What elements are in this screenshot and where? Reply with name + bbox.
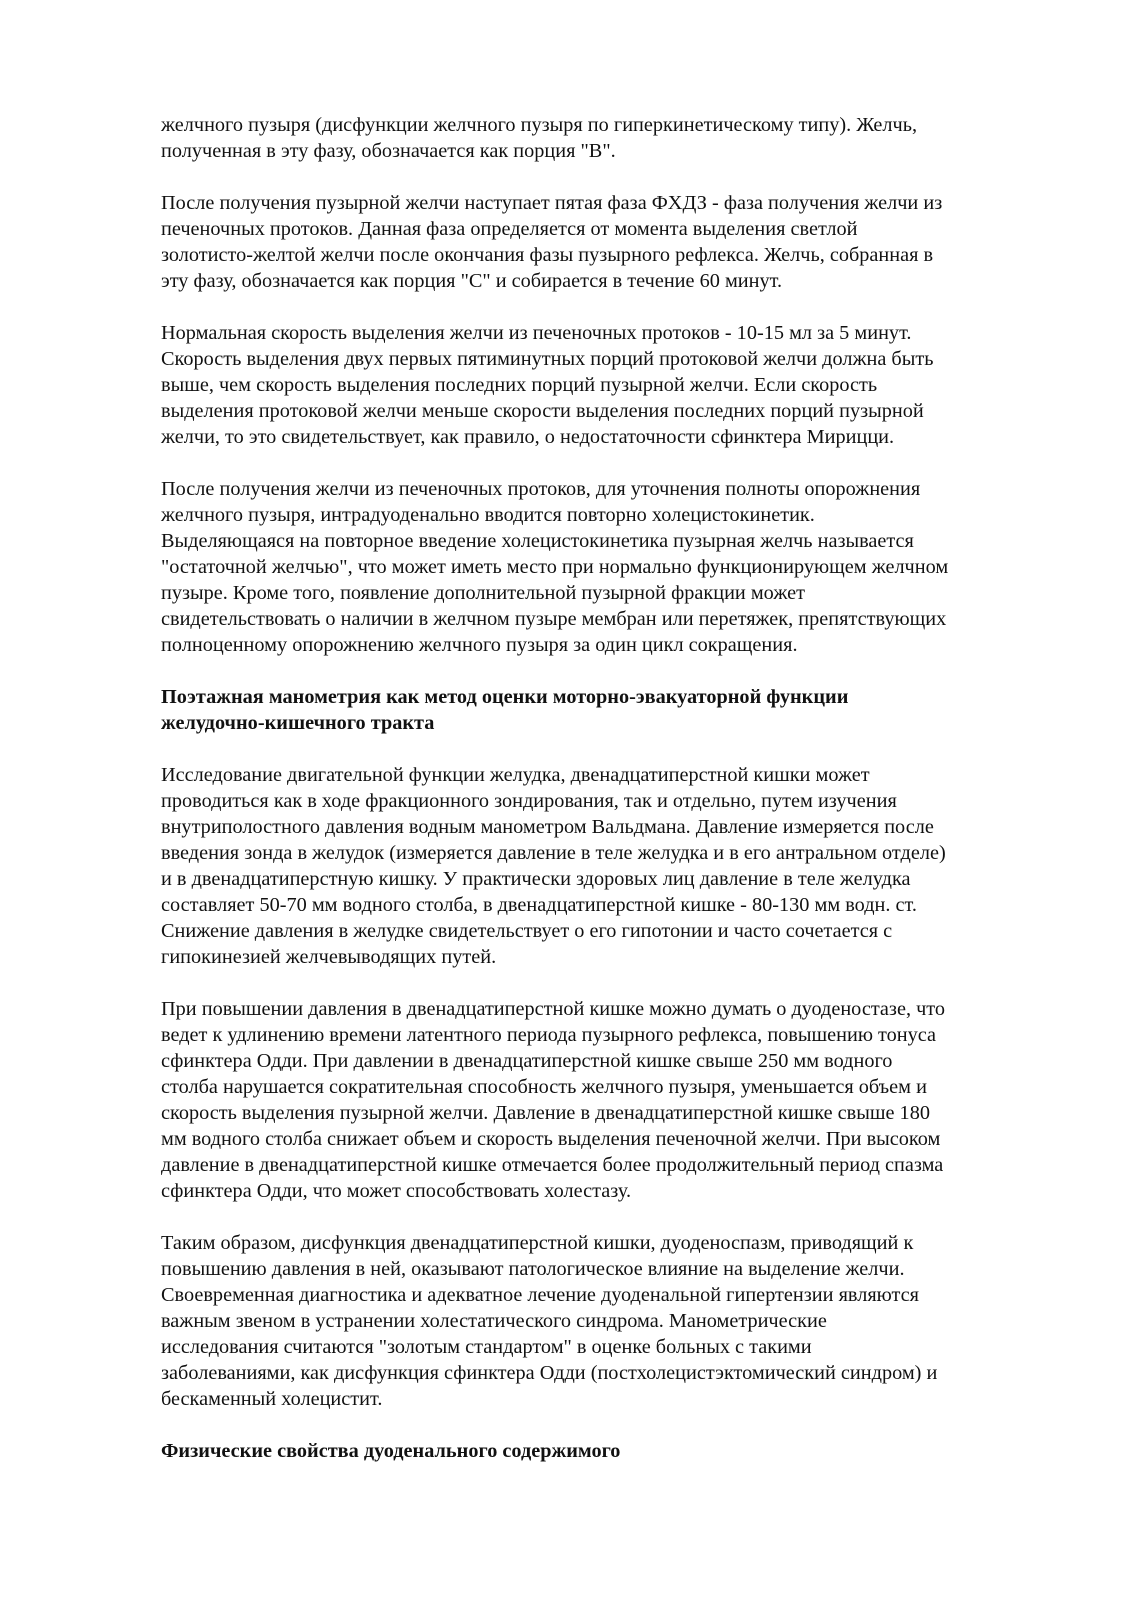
paragraph-1: желчного пузыря (дисфункции желчного пузыря по гиперкинетическому типу). Желчь, полученная в эту фазу, обозначается как порция "В". (161, 114, 918, 162)
paragraph-3: Нормальная скорость выделения желчи из печеночных протоков - 10-15 мл за 5 минут. Скорость выделения двух первых пятиминутных порций протоковой желчи должна быть выше, чем скорость выделения последних порций пузырной желчи. Если скорость выделения протоковой желчи меньше скорости выделения последних порций пузырной желчи, то это свидетельствует, как правило, о недостаточности сфинктера Мирицци. (161, 322, 934, 448)
paragraph-gap (161, 1412, 1061, 1438)
paragraph-gap (161, 736, 1061, 762)
paragraph-gap (161, 1204, 1061, 1230)
paragraph-4: После получения желчи из печеночных протоков, для уточнения полноты опорожнения желчного пузыря, интрадуоденально вводится повторно холецистокинетик. Выделяющаяся на повторное введение холецистокинетика пузырная желчь называется "остаточной желчью", что может иметь место при нормально функционирующем желчном пузыре. Кроме того, появление дополнительной пузырной фракции может свидетельствовать о наличии в желчном пузыре мембран или перетяжек, препятствующих полноценному опорожнению желчного пузыря за один цикл сокращения. (161, 478, 949, 656)
paragraph-gap (161, 658, 1061, 684)
paragraph-2: После получения пузырной желчи наступает пятая фаза ФХДЗ - фаза получения желчи из печеночных протоков. Данная фаза определяется от момента выделения светлой золотисто-желтой желчи после окончания фазы пузырного рефлекса. Желчь, собранная в эту фазу, обозначается как порция "С" и собирается в течение 60 минут. (161, 192, 943, 292)
paragraph-gap (161, 294, 1061, 320)
paragraph-gap (161, 450, 1061, 476)
paragraph-gap (161, 164, 1061, 190)
document-page (161, 112, 1061, 1464)
section-heading-manometry: Поэтажная манометрия как метод оценки моторно-эвакуаторной функции желудочно-кишечного тракта (161, 686, 849, 734)
paragraph-gap (161, 970, 1061, 996)
section-heading-physical-properties: Физические свойства дуоденального содержимого (161, 1440, 621, 1462)
paragraph-7: Таким образом, дисфункция двенадцатиперстной кишки, дуоденоспазм, приводящий к повышению давления в ней, оказывают патологическое влияние на выделение желчи. Своевременная диагностика и адекватное лечение дуоденальной гипертензии являются важным звеном в устранении холестатического синдрома. Манометрические исследования считаются "золотым стандартом" в оценке больных с такими заболеваниями, как дисфункция сфинктера Одди (постхолецистэктомический синдром) и бескаменный холецистит. (161, 1232, 938, 1410)
paragraph-6: При повышении давления в двенадцатиперстной кишке можно думать о дуоденостазе, что ведет к удлинению времени латентного периода пузырного рефлекса, повышению тонуса сфинктера Одди. При давлении в двенадцатиперстной кишке свыше 250 мм водного столба нарушается сократительная способность желчного пузыря, уменьшается объем и скорость выделения пузырной желчи. Давление в двенадцатиперстной кишке свыше 180 мм водного столба снижает объем и скорость выделения печеночной желчи. При высоком давление в двенадцатиперстной кишке отмечается более продолжительный период спазма сфинктера Одди, что может способствовать холестазу. (161, 998, 946, 1202)
paragraph-5: Исследование двигательной функции желудка, двенадцатиперстной кишки может проводиться как в ходе фракционного зондирования, так и отдельно, путем изучения внутриполостного давления водным манометром Вальдмана. Давление измеряется после введения зонда в желудок (измеряется давление в теле желудка и в его антральном отделе) и в двенадцатиперстную кишку. У практически здоровых лиц давление в теле желудка составляет 50-70 мм водного столба, в двенадцатиперстной кишке - 80-130 мм водн. ст. Снижение давления в желудке свидетельствует о его гипотонии и часто сочетается с гипокинезией желчевыводящих путей. (161, 764, 946, 968)
